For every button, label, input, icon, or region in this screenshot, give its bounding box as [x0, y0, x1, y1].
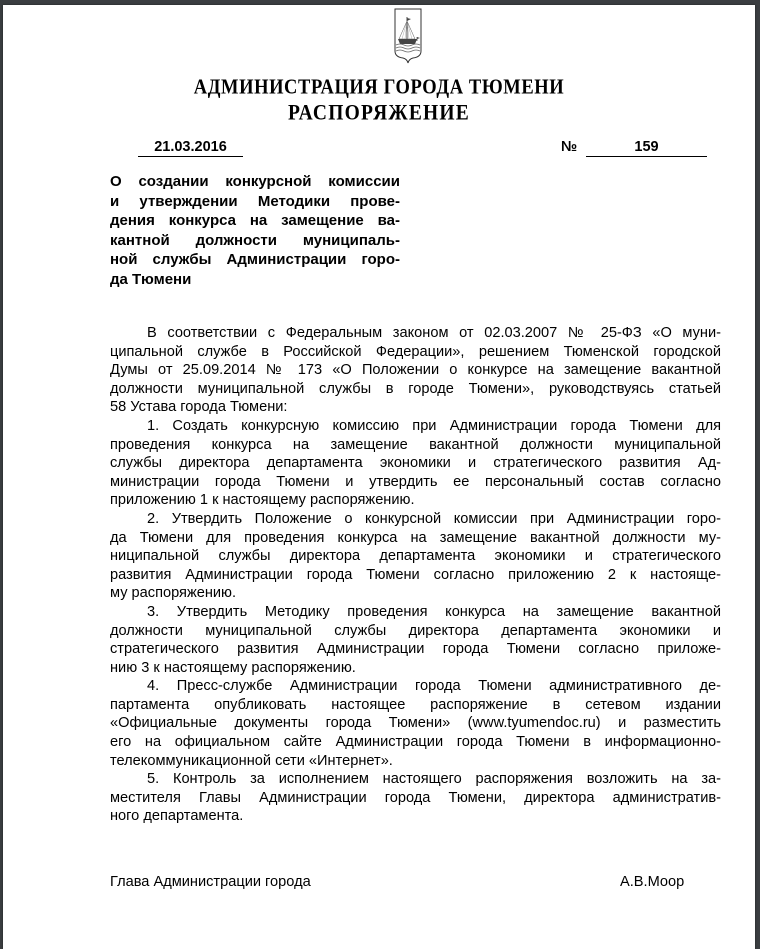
text-line: Думы от 25.09.2014 № 173 «О Положении о конкурсе на замещение вакантной — [110, 362, 721, 379]
text-line: ниципальной службы директора департамента экономики и стратегического — [110, 548, 721, 565]
text-line: телекоммуникационной сети «Интернет». — [110, 752, 393, 769]
text-line: ципальной службе в Российской Федерации», решением Тюменской городской — [110, 343, 721, 360]
text-line: да Тюмени для проведения конкурса на замещение вакантной должности му- — [110, 529, 721, 546]
document-date: 21.03.2016 — [138, 139, 243, 157]
document-type: РАСПОРЯЖЕНИЕ — [288, 101, 470, 126]
text-line: проведения конкурса на замещение вакантной должности муниципальной — [110, 436, 721, 453]
item-1-paragraph — [110, 417, 721, 510]
subject-line: О создании конкурсной комиссии — [110, 173, 400, 190]
number-label: № — [561, 139, 578, 155]
text-line: министрации города Тюмени и утвердить ее персональный состав согласно — [110, 473, 721, 490]
text-line: службы директора департамента экономики и стратегического развития Ад- — [110, 455, 721, 472]
text-line: местителя Главы Администрации города Тюмени, директора административ- — [110, 789, 721, 806]
item-4-paragraph — [110, 677, 721, 770]
text-line: «Официальные документы города Тюмени» (www.tyumendoc.ru) и разместить — [110, 715, 721, 732]
subject-line: кантной должности муниципаль- — [110, 231, 400, 249]
document-subject — [110, 172, 400, 290]
text-line: 2. Утвердить Положение о конкурсной комиссии при Администрации горо- — [147, 510, 721, 527]
text-line: ного департамента. — [110, 808, 244, 825]
text-line: 3. Утвердить Методику проведения конкурса на замещение вакантной — [147, 603, 721, 620]
text-line: стратегического развития Администрации города Тюмени согласно приложе- — [110, 641, 721, 658]
item-3-paragraph — [110, 603, 721, 677]
organization-title: АДМИНИСТРАЦИЯ ГОРОДА ТЮМЕНИ — [193, 76, 565, 100]
text-line: му распоряжению. — [110, 585, 237, 602]
signatory-position: Глава Администрации города — [110, 874, 311, 890]
text-line: нию 3 к настоящему распоряжению. — [110, 659, 356, 676]
text-line: В соответствии с Федеральным законом от 02.03.2007 № 25-ФЗ «О муни- — [147, 325, 721, 341]
subject-line: дения конкурса на замещение ва- — [110, 212, 400, 230]
text-line: должности муниципальной службы директора департамента экономики и — [110, 622, 721, 639]
document-number: 159 — [586, 139, 707, 157]
item-5-paragraph — [110, 770, 721, 826]
text-line: партамента опубликовать настоящее распоряжение в сетевом издании — [110, 696, 721, 713]
subject-line: и утверждении Методики прове- — [110, 192, 400, 210]
preamble-paragraph — [110, 324, 721, 417]
document-body — [110, 324, 721, 826]
text-line: его на официальном сайте Администрации города Тюмени в информационно- — [110, 734, 721, 751]
item-2-paragraph — [110, 510, 721, 603]
text-line: 5. Контроль за исполнением настоящего распоряжения возложить на за- — [147, 771, 721, 788]
text-line: должности муниципальной службы в городе Тюмени», руководствуясь статьей — [110, 380, 721, 397]
subject-line: да Тюмени — [110, 270, 192, 288]
document-page — [3, 5, 755, 949]
text-line: 58 Устава города Тюмени: — [110, 399, 288, 416]
signatory-name: А.В.Моор — [620, 874, 685, 890]
subject-line: ной службы Администрации горо- — [110, 251, 400, 269]
text-line: приложению 1 к настоящему распоряжению. — [110, 492, 415, 509]
text-line: развития Администрации города Тюмени согласно приложению 2 к настояще- — [110, 566, 721, 583]
coat-of-arms-icon — [393, 7, 423, 65]
text-line: 1. Создать конкурсную комиссию при Администрации города Тюмени для — [147, 417, 721, 434]
text-line: 4. Пресс-службе Администрации города Тюмени административного де- — [147, 678, 721, 695]
